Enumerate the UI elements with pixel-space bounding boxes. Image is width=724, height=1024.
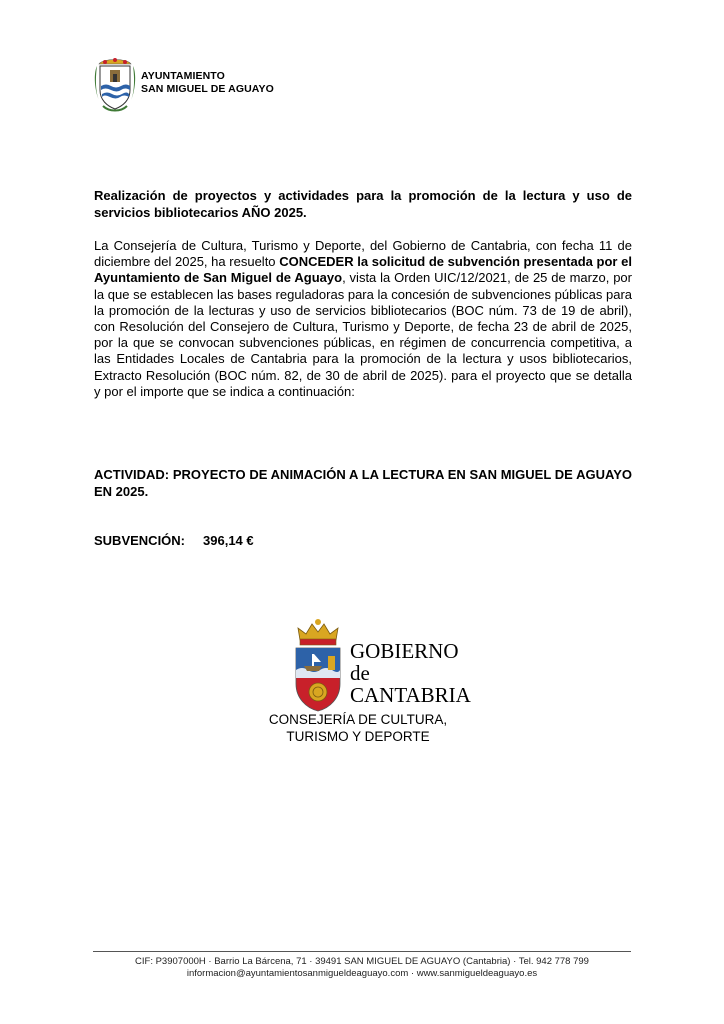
paragraph-bold-grant: CONCEDER la solicitud de subvención presentada por el Ayuntamiento de San Miguel de Aguayo: [94, 254, 632, 286]
ayuntamiento-line2: SAN MIGUEL DE AGUAYO: [141, 83, 274, 95]
gobierno-line2: de: [350, 661, 370, 685]
subvencion-label: SUBVENCIÓN:: [94, 533, 186, 548]
consejeria-name: [240, 711, 476, 745]
gobierno-line1: GOBIERNO: [350, 639, 459, 663]
footer: [93, 956, 631, 980]
footer-address: CIF: P3907000H · Barrio La Bárcena, 71 · 39491 SAN MIGUEL DE AGUAYO (Cantabria) · Tel. 942 778 799: [135, 956, 589, 967]
document-title: Realización de proyectos y actividades para la promoción de la lectura y uso de servicios bibliotecarios AÑO 2025.: [94, 188, 632, 220]
footer-divider: [93, 951, 631, 952]
subvencion-line: [94, 532, 254, 549]
gobierno-name: [350, 640, 490, 706]
resolution-paragraph: [94, 238, 632, 400]
activity-heading: ACTIVIDAD: PROYECTO DE ANIMACIÓN A LA LECTURA EN SAN MIGUEL DE AGUAYO EN 2025.: [94, 467, 632, 499]
consejeria-line1: CONSEJERÍA DE CULTURA,: [268, 712, 448, 727]
ayuntamiento-line1: AYUNTAMIENTO: [141, 70, 225, 82]
consejeria-line2: TURISMO Y DEPORTE: [286, 729, 430, 744]
gobierno-line3: CANTABRIA: [350, 683, 471, 707]
ayuntamiento-name: [141, 70, 274, 96]
footer-contact: informacion@ayuntamientosanmigueldeaguayo.com · www.sanmigueldeaguayo.es: [186, 968, 538, 979]
paragraph-body: , vista la Orden UIC/12/2021, de 25 de marzo, por la que se establecen las bases reguladoras para la concesión de subvenciones públicas para la promoción de la lecturas y uso de servicios bibliotecarios (BOC núm. 73 de 19 de abril), con Resolución del Consejero de Cultura, Turismo y Deporte, de fecha 23 de abril de 2025, por la que se convocan subvenciones públicas, en régimen de concurrencia competitiva, a las Entidades Locales de Cantabria para la promoción de la lectura y usos bibliotecarios, Extracto Resolución (BOC núm. 82, de 30 de abril de 2025). para el proyecto que se detalla y por el importe que se indica a continuación:: [94, 270, 632, 399]
cantabria-crest-icon: [290, 618, 346, 714]
subvencion-amount: 396,14 €: [203, 533, 254, 548]
ayuntamiento-crest-icon: [93, 56, 137, 114]
paragraph-intro: La Consejería de Cultura, Turismo y Deporte, del Gobierno de Cantabria, con fecha 11 de diciembre del 2025, ha resuelto: [94, 238, 632, 270]
